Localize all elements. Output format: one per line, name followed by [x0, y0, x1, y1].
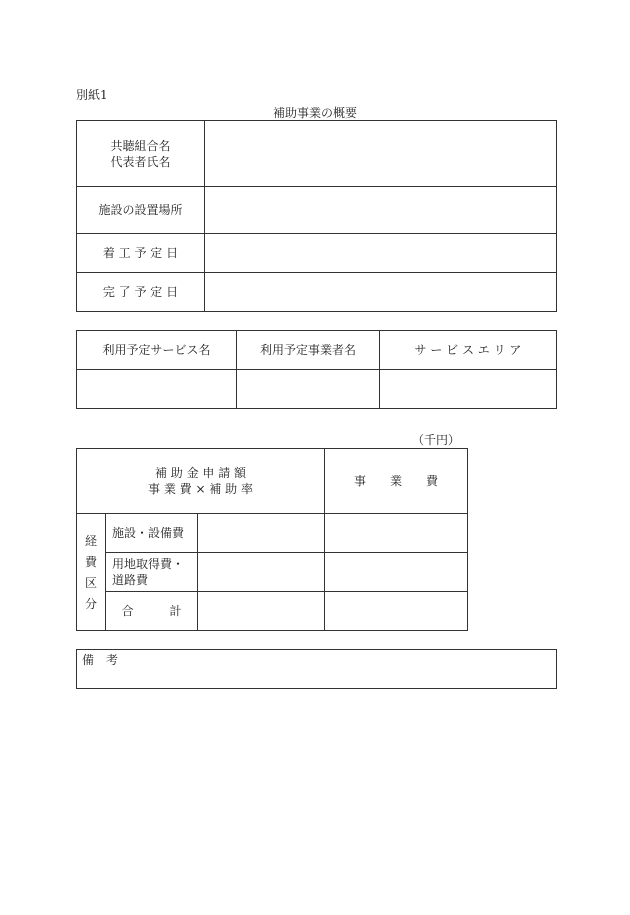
total-subsidy[interactable]	[198, 592, 324, 630]
category-char: 経	[84, 533, 97, 548]
remarks-box[interactable]	[76, 649, 557, 689]
category-char: 費	[84, 554, 97, 569]
land-road-cost-label: 用地取得費・道路費	[112, 557, 185, 587]
representative-name-label: 代表者氏名	[110, 154, 171, 169]
completion-date-label: 完 了 予 定 日	[102, 285, 179, 299]
union-representative-label	[77, 121, 204, 186]
union-name-label: 共聴組合名	[110, 138, 171, 153]
provider-name-value[interactable]	[237, 370, 379, 408]
start-date-value[interactable]	[205, 234, 556, 272]
land-road-cost[interactable]	[325, 553, 467, 591]
subsidy-request-label: 補 助 金 申 請 額	[154, 466, 247, 480]
service-name-header: 利用予定サービス名	[102, 343, 211, 357]
expense-category-label	[77, 514, 105, 631]
facility-equipment-cost[interactable]	[325, 514, 467, 552]
provider-name-header: 利用予定事業者名	[259, 343, 356, 357]
service-name-value[interactable]	[77, 370, 236, 408]
unit-label: （千円）	[412, 433, 461, 447]
land-road-subsidy[interactable]	[198, 553, 324, 591]
total-label: 合 計	[121, 604, 182, 618]
remarks-label: 備 考	[82, 653, 119, 667]
service-area-value[interactable]	[380, 370, 556, 408]
start-date-label: 着 工 予 定 日	[102, 246, 179, 260]
subsidy-formula-label: 事 業 費 × 補 助 率	[148, 482, 253, 496]
subsidy-request-header	[77, 449, 324, 513]
category-char: 区	[84, 575, 97, 590]
document-title: 補助事業の概要	[272, 106, 357, 120]
facility-location-label: 施設の設置場所	[98, 203, 183, 217]
facility-location-value[interactable]	[205, 187, 556, 233]
union-representative-value[interactable]	[205, 121, 556, 186]
service-area-header: サ ー ビ ス エ リ ア	[414, 343, 522, 357]
total-cost[interactable]	[325, 592, 467, 630]
completion-date-value[interactable]	[205, 273, 556, 311]
facility-equipment-subsidy[interactable]	[198, 514, 324, 552]
facility-equipment-label: 施設・設備費	[112, 526, 185, 540]
category-char: 分	[84, 596, 97, 611]
attachment-number: 別紙1	[76, 88, 108, 102]
project-cost-header: 事 業 費	[353, 474, 438, 488]
